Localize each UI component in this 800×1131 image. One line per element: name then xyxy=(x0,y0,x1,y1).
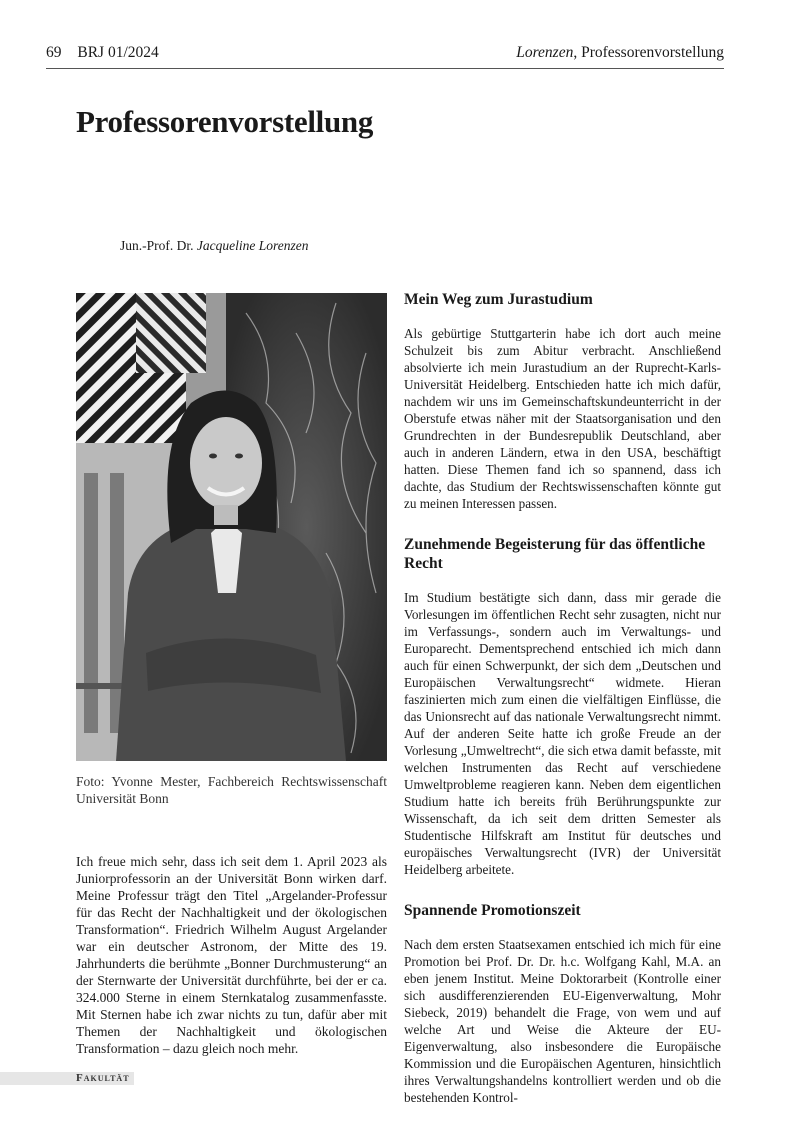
article-title: Professorenvorstellung xyxy=(76,104,374,139)
page-number: 69 xyxy=(46,44,62,61)
journal-issue: BRJ 01/2024 xyxy=(77,44,159,61)
author-name: Jacqueline Lorenzen xyxy=(196,238,309,253)
section-heading: Spannende Promotionszeit xyxy=(404,902,581,919)
left-column xyxy=(76,853,387,1057)
header-author: Lorenzen xyxy=(516,44,574,61)
article-author xyxy=(120,238,308,254)
footer-section-label: Fakultät xyxy=(76,1072,130,1084)
intro-paragraph: Ich freue mich sehr, dass ich seit dem 1. April 2023 als Juniorprofessorin an der Universität Bonn wirken darf. Meine Professur trägt den Titel „Argelander-Professur für das Recht der Nachhaltigkeit und der ökologischen Transformation“. Friedrich Wilhelm August Argelander war ein deutscher Astronom, der Mitte des 19. Jahrhunderts die berühmte „Bonner Durchmusterung“ an der Sternwarte der Universität durchführte, bei der er ca. 324.000 Sterne in einem Sternkatalog zusammenfasste. Mit Sternen habe ich zwar nichts zu tun, dafür aber mit Themen der Nachhaltigkeit und ökologischen Transformation – dazu gleich noch mehr. xyxy=(76,854,387,1056)
portrait-illustration xyxy=(76,293,387,761)
section-body: Nach dem ersten Staatsexamen entschied ich mich für eine Promotion bei Prof. Dr. Dr. h.c. Wolfgang Kahl, M.A. an eben jenem Institut. Meine Doktorarbeit (Kontrolle einer sich ausdifferenzierenden EU-Eigenverwaltung, Mohr Siebeck, 2019) behandelt die Frage, von wem und auf welche Art und Weise die Akteure der EU-Eigenverwaltung, also insbesondere die Europäische Kommission und die Europäischen Agenturen, hinsichtlich ihres Verwaltungshandelns kontrolliert werden und ob die bestehenden Kontrol- xyxy=(404,937,721,1105)
header-left xyxy=(46,44,159,62)
photo-caption: Foto: Yvonne Mester, Fachbereich Rechtswissenschaft Universität Bonn xyxy=(76,774,387,806)
section-heading: Mein Weg zum Jurastudium xyxy=(404,291,593,308)
section-body: Als gebürtige Stuttgarterin habe ich dort auch meine Schulzeit bis zum Abitur verbracht. Anschließend absolvierte ich mein Jurastudium an der Ruprecht-Karls-Universität Heidelberg. Entschieden hatte ich mich dafür, nachdem wir uns im Gemeinschaftskundeunterricht in der Oberstufe etwas näher mit der Staatsorganisation und den Grundrechten in der Bundesrepublik Deutschland, aber auch in anderen Ländern, etwa in den USA, beschäftigt hatten. Diese Themen fand ich so spannend, dass ich dachte, das Studium der Rechtswissenschaften könnte gut zu meinen Interessen passen. xyxy=(404,326,721,511)
running-header xyxy=(46,42,724,69)
right-column xyxy=(404,290,721,1129)
portrait-photo xyxy=(76,293,387,761)
header-section: , Professorenvorstellung xyxy=(573,44,724,61)
author-prefix: Jun.-Prof. Dr. xyxy=(120,238,197,253)
section-heading: Zunehmende Begeisterung für das öffentliche Recht xyxy=(404,536,706,572)
header-right xyxy=(516,44,724,62)
section-body: Im Studium bestätigte sich dann, dass mir gerade die Vorlesungen im öffentlichen Recht sehr zusagten, nicht nur im Verfassungs-, sondern auch im Verwaltungs- und Europarecht. Dementsprechend entschied ich mich dann auch für einen Schwerpunkt, der sich dem „Deutschen und Europäischen Verwaltungsrecht“ widmete. Hieran faszinierten mich zum einen die vielfältigen Einflüsse, die das Unionsrecht auf das nationale Verwaltungsrecht nimmt. Auf der anderen Seite hatte ich große Freude an der Vorlesung „Umweltrecht“, die sich etwa damit befasste, mit welchen Instrumenten das Recht auf verschiedene Umweltprobleme reagieren kann. Neben dem eigentlichen Studium hatte ich bereits früh Berührungspunkte zur Wissenschaft, da ich seit dem dritten Semester als Studentische Hilfskraft am Institut für deutsches und europäisches Verwaltungsrecht (IVR) der Universität Heidelberg arbeitete. xyxy=(404,590,721,877)
